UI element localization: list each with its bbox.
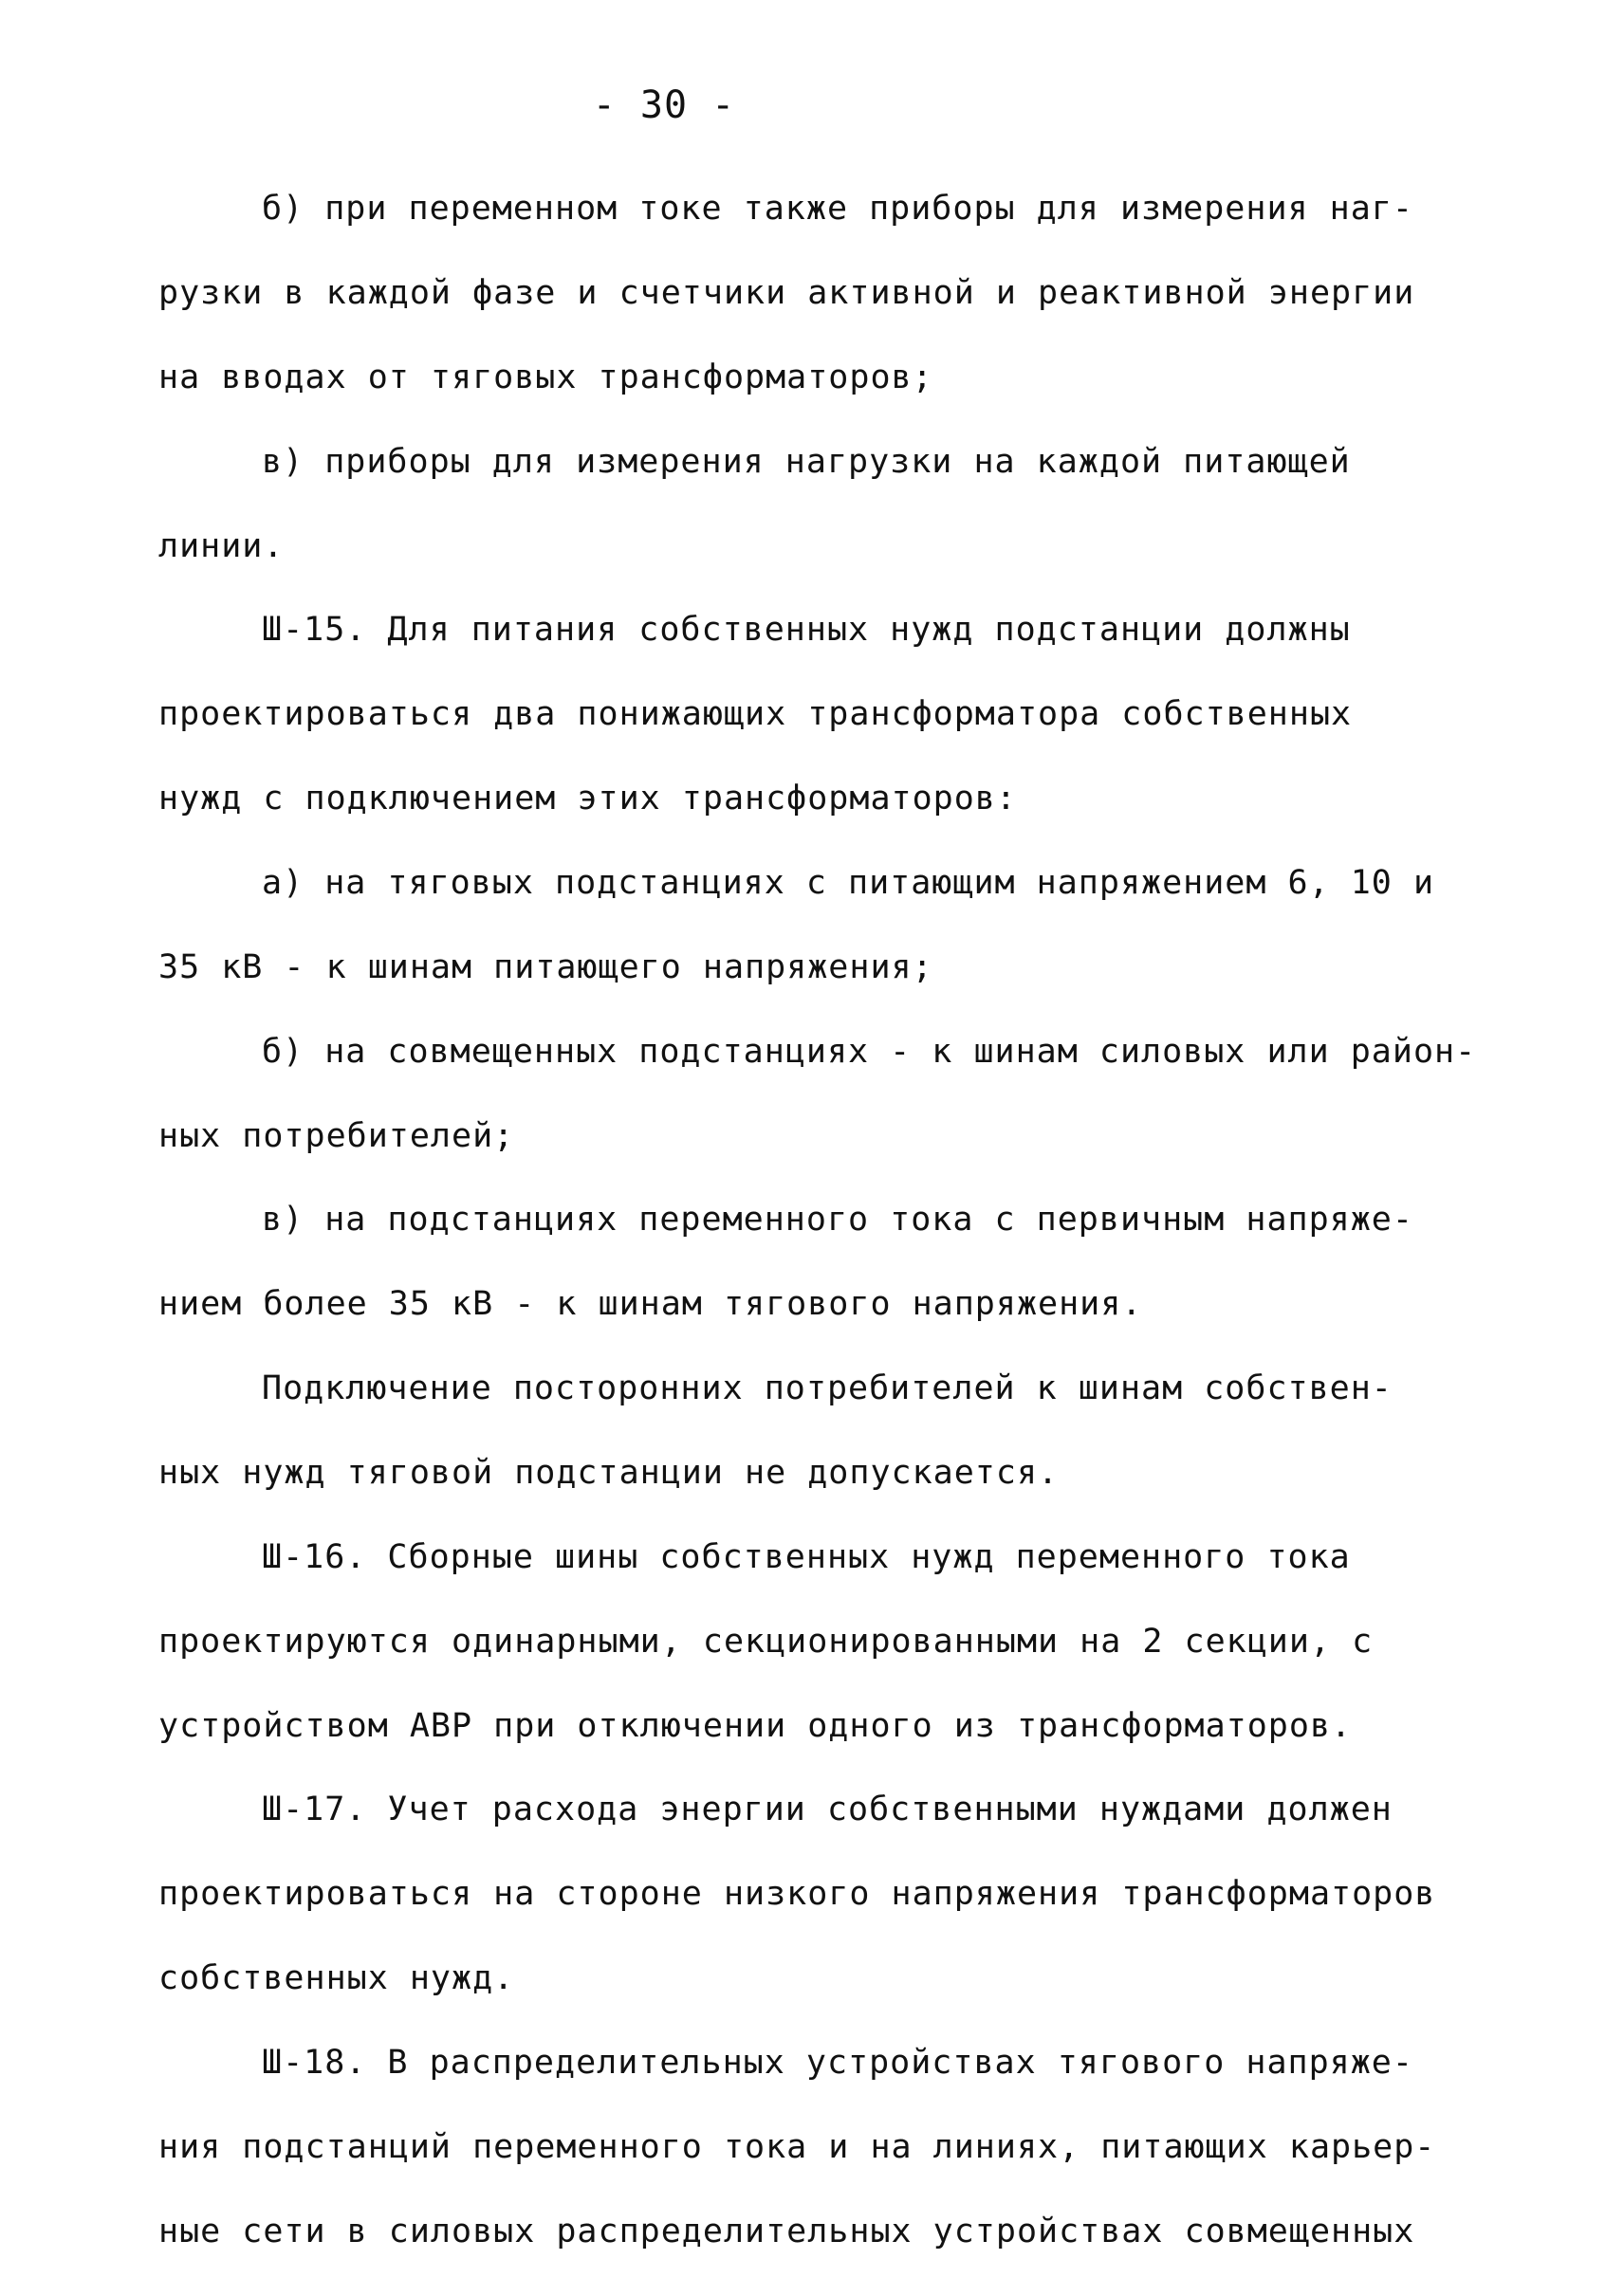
- text-line: Подключение посторонних потребителей к шинам собствен-: [262, 1369, 1393, 1407]
- text-line: собственных нужд.: [158, 1959, 515, 1997]
- text-line: нужд с подключением этих трансформаторов:: [158, 780, 1017, 817]
- page-number: - 30 -: [592, 83, 736, 127]
- text-line: нием более 35 кВ - к шинам тягового напряжения.: [158, 1285, 1143, 1323]
- text-line: в) на подстанциях переменного тока с первичным напряже-: [262, 1201, 1413, 1239]
- text-line: рузки в каждой фазе и счетчики активной и реактивной энергии: [158, 274, 1415, 312]
- text-line: Ш-17. Учет расхода энергии собственными нуждами должен: [262, 1791, 1393, 1828]
- text-line: устройством АВР при отключении одного из трансформаторов.: [158, 1707, 1353, 1745]
- text-line: проектироваться два понижающих трансформатора собственных: [158, 695, 1353, 733]
- text-line: на вводах от тяговых трансформаторов;: [158, 358, 933, 396]
- text-line: проектироваться на стороне низкого напряжения трансформаторов: [158, 1875, 1436, 1913]
- text-line: Ш-15. Для питания собственных нужд подстанции должны: [262, 611, 1351, 649]
- text-line: Ш-18. В распределительных устройствах тягового напряже-: [262, 2044, 1413, 2082]
- text-line: а) на тяговых подстанциях с питающим напряжением 6, 10 и: [262, 864, 1435, 902]
- text-line: ных потребителей;: [158, 1117, 515, 1155]
- text-line: линии.: [158, 527, 285, 565]
- text-line: ных нужд тяговой подстанции не допускается.: [158, 1454, 1060, 1492]
- text-line: в) приборы для измерения нагрузки на каждой питающей: [262, 443, 1351, 481]
- text-line: ные сети в силовых распределительных устройствах совмещенных: [158, 2213, 1415, 2250]
- text-line: ния подстанций переменного тока и на линиях, питающих карьер-: [158, 2128, 1436, 2166]
- text-line: б) на совмещенных подстанциях - к шинам силовых или район-: [262, 1033, 1477, 1071]
- text-line: проектируются одинарными, секционированными на 2 секции, с: [158, 1623, 1374, 1661]
- text-line: 35 кВ - к шинам питающего напряжения;: [158, 948, 933, 986]
- text-line: б) при переменном токе также приборы для измерения наг-: [262, 190, 1413, 228]
- text-line: Ш-16. Сборные шины собственных нужд переменного тока: [262, 1538, 1351, 1576]
